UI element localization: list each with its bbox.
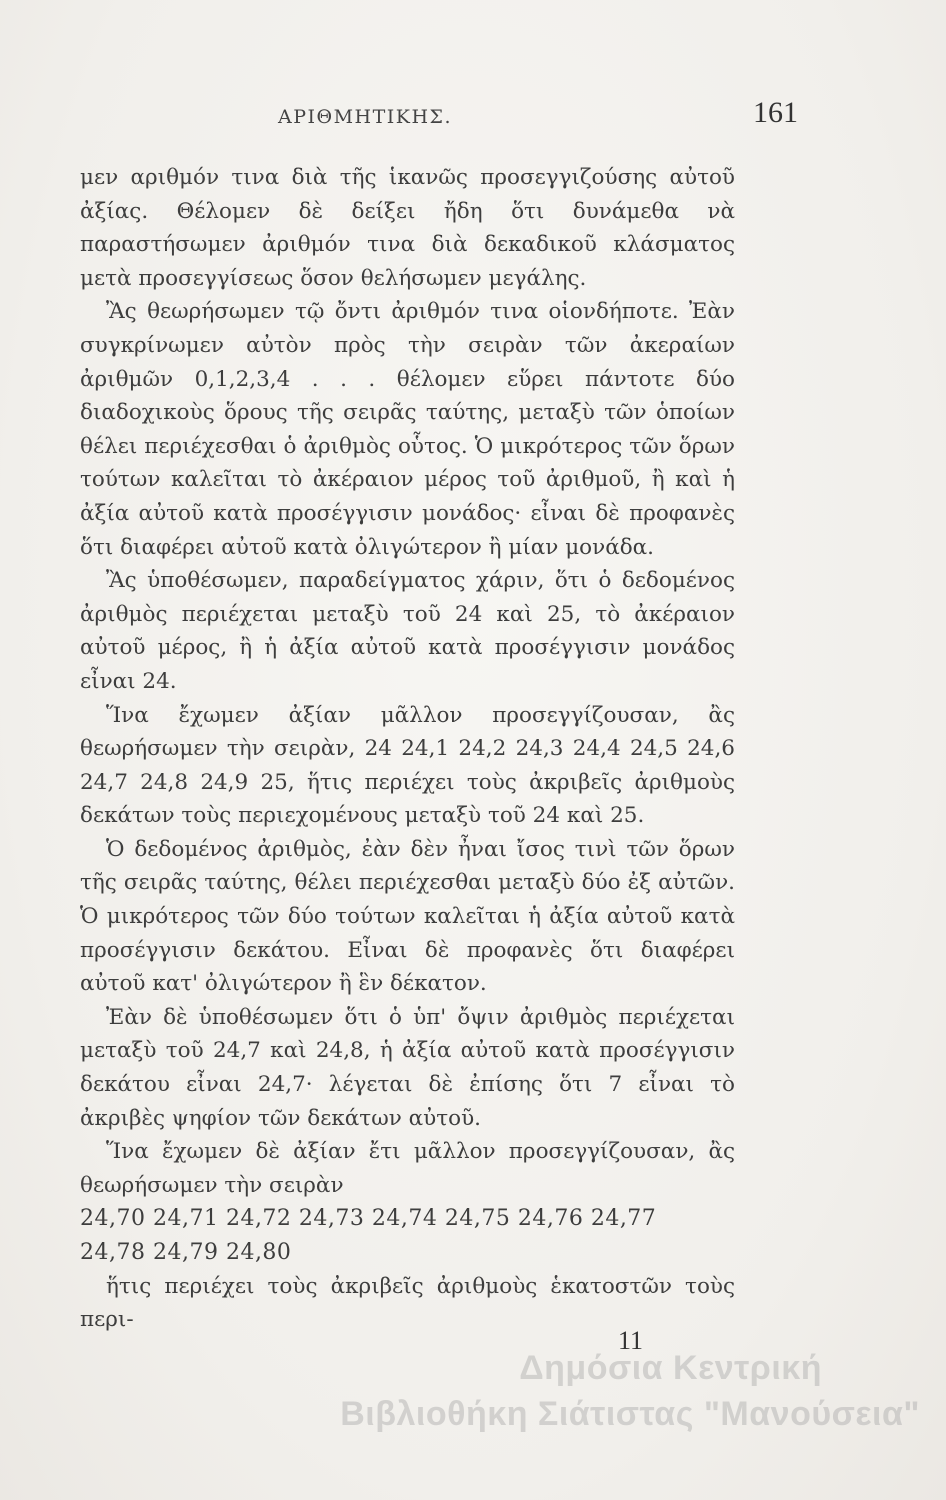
body-text [80,161,735,1337]
signature-mark: 11 [618,1326,644,1355]
page-number: 161 [753,96,798,129]
paragraph-7: Ἵνα ἔχωμεν δὲ ἀξίαν ἔτι μᾶλλον προσεγγίζουσαν, ἂς θεωρήσωμεν τὴν σειρὰν [80,1139,735,1198]
paragraph-1: μεν αριθμόν τινα διὰ τῆς ἱκανῶς προσεγγιζούσης αὐτοῦ ἀξίας. Θέλομεν δὲ δείξει ἤδη ὅτι δυνάμεθα νὰ παραστήσωμεν ἀριθμόν τινα διὰ δεκαδικοῦ κλάσματος μετὰ προσεγγίσεως ὅσον θελήσωμεν μεγάλης. [80,165,735,291]
paragraph-5: Ὁ δεδομένος ἀριθμὸς, ἐὰν δὲν ἦναι ἴσος τινὶ τῶν ὅρων τῆς σειρᾶς ταύτης, θέλει περιέχεσθαι μεταξὺ δύο ἐξ αὐτῶν. Ὁ μικρότερος τῶν δύο τούτων καλεῖται ἡ ἀξία αὐτοῦ κατὰ προσέγγισιν δεκάτου. Εἶναι δὲ προφανὲς ὅτι διαφέρει αὐτοῦ κατ' ὀλιγώτερον ἢ ἓν δέκατον. [80,836,735,997]
library-watermark [200,1345,920,1437]
paragraph-2: Ἂς θεωρήσωμεν τῷ ὄντι ἀριθμόν τινα οἱονδήποτε. Ἐὰν συγκρίνωμεν αὐτὸν πρὸς τὴν σειρὰν τῶν ἀκεραίων ἀριθμῶν 0,1,2,3,4 . . . θέλομεν εὕρει πάντοτε δύο διαδοχικοὺς ὅρους τῆς σειρᾶς ταύτης, μεταξὺ τῶν ὁποίων θέλει περιέχεσθαι ὁ ἀριθμὸς οὗτος. Ὁ μικρότερος τῶν ὅρων τούτων καλεῖται τὸ ἀκέραιον μέρος τοῦ ἀριθμοῦ, ἢ καὶ ἡ ἀξία αὐτοῦ κατὰ προσέγγισιν μονάδος· εἶναι δὲ προφανὲς ὅτι διαφέρει αὐτοῦ κατὰ ὀλιγώτερον ἢ μίαν μονάδα. [80,299,735,560]
series-line-2: 24,78 24,79 24,80 [80,1240,292,1265]
watermark-line-1: Δημόσια Κεντρική [519,1349,822,1387]
paragraph-8: ἥτις περιέχει τοὺς ἀκριβεῖς ἀριθμοὺς ἑκατοστῶν τοὺς περι- [80,1273,735,1333]
paragraph-3: Ἂς ὑποθέσωμεν, παραδείγματος χάριν, ὅτι ὁ δεδομένος ἀριθμὸς περιέχεται μεταξὺ τοῦ 24 καὶ 25, τὸ ἀκέραιον αὐτοῦ μέρος, ἢ ἡ ἀξία αὐτοῦ κατὰ προσέγγισιν μονάδος εἶναι 24. [80,568,735,694]
series-line-1: 24,70 24,71 24,72 24,73 24,74 24,75 24,76 24,77 [80,1206,657,1232]
watermark-line-2: Βιβλιοθήκη Σιάτιστας "Μανούσεια" [340,1395,920,1433]
paragraph-6: Ἐὰν δὲ ὑποθέσωμεν ὅτι ὁ ὑπ' ὄψιν ἀριθμὸς περιέχεται μεταξὺ τοῦ 24,7 καὶ 24,8, ἡ ἀξία αὐτοῦ κατὰ προσέγγισιν δεκάτου εἶναι 24,7· λέγεται δὲ ἐπίσης ὅτι 7 εἶναι τὸ ἀκριβὲς ψηφίον τῶν δεκάτων αὐτοῦ. [80,1004,735,1131]
page-header [90,96,870,146]
running-title: ΑΡΙΘΜΗΤΙΚΗΣ. [278,106,453,128]
paragraph-4: Ἵνα ἔχωμεν ἀξίαν μᾶλλον προσεγγίζουσαν, ἂς θεωρήσωμεν τὴν σειρὰν, 24 24,1 24,2 24,3 24,4 24,5 24,6 24,7 24,8 24,9 25, ἥτις περιέχει τοὺς ἀκριβεῖς ἀριθμοὺς δεκάτων τοὺς περιεχομένους μεταξὺ τοῦ 24 καὶ 25. [80,702,735,829]
